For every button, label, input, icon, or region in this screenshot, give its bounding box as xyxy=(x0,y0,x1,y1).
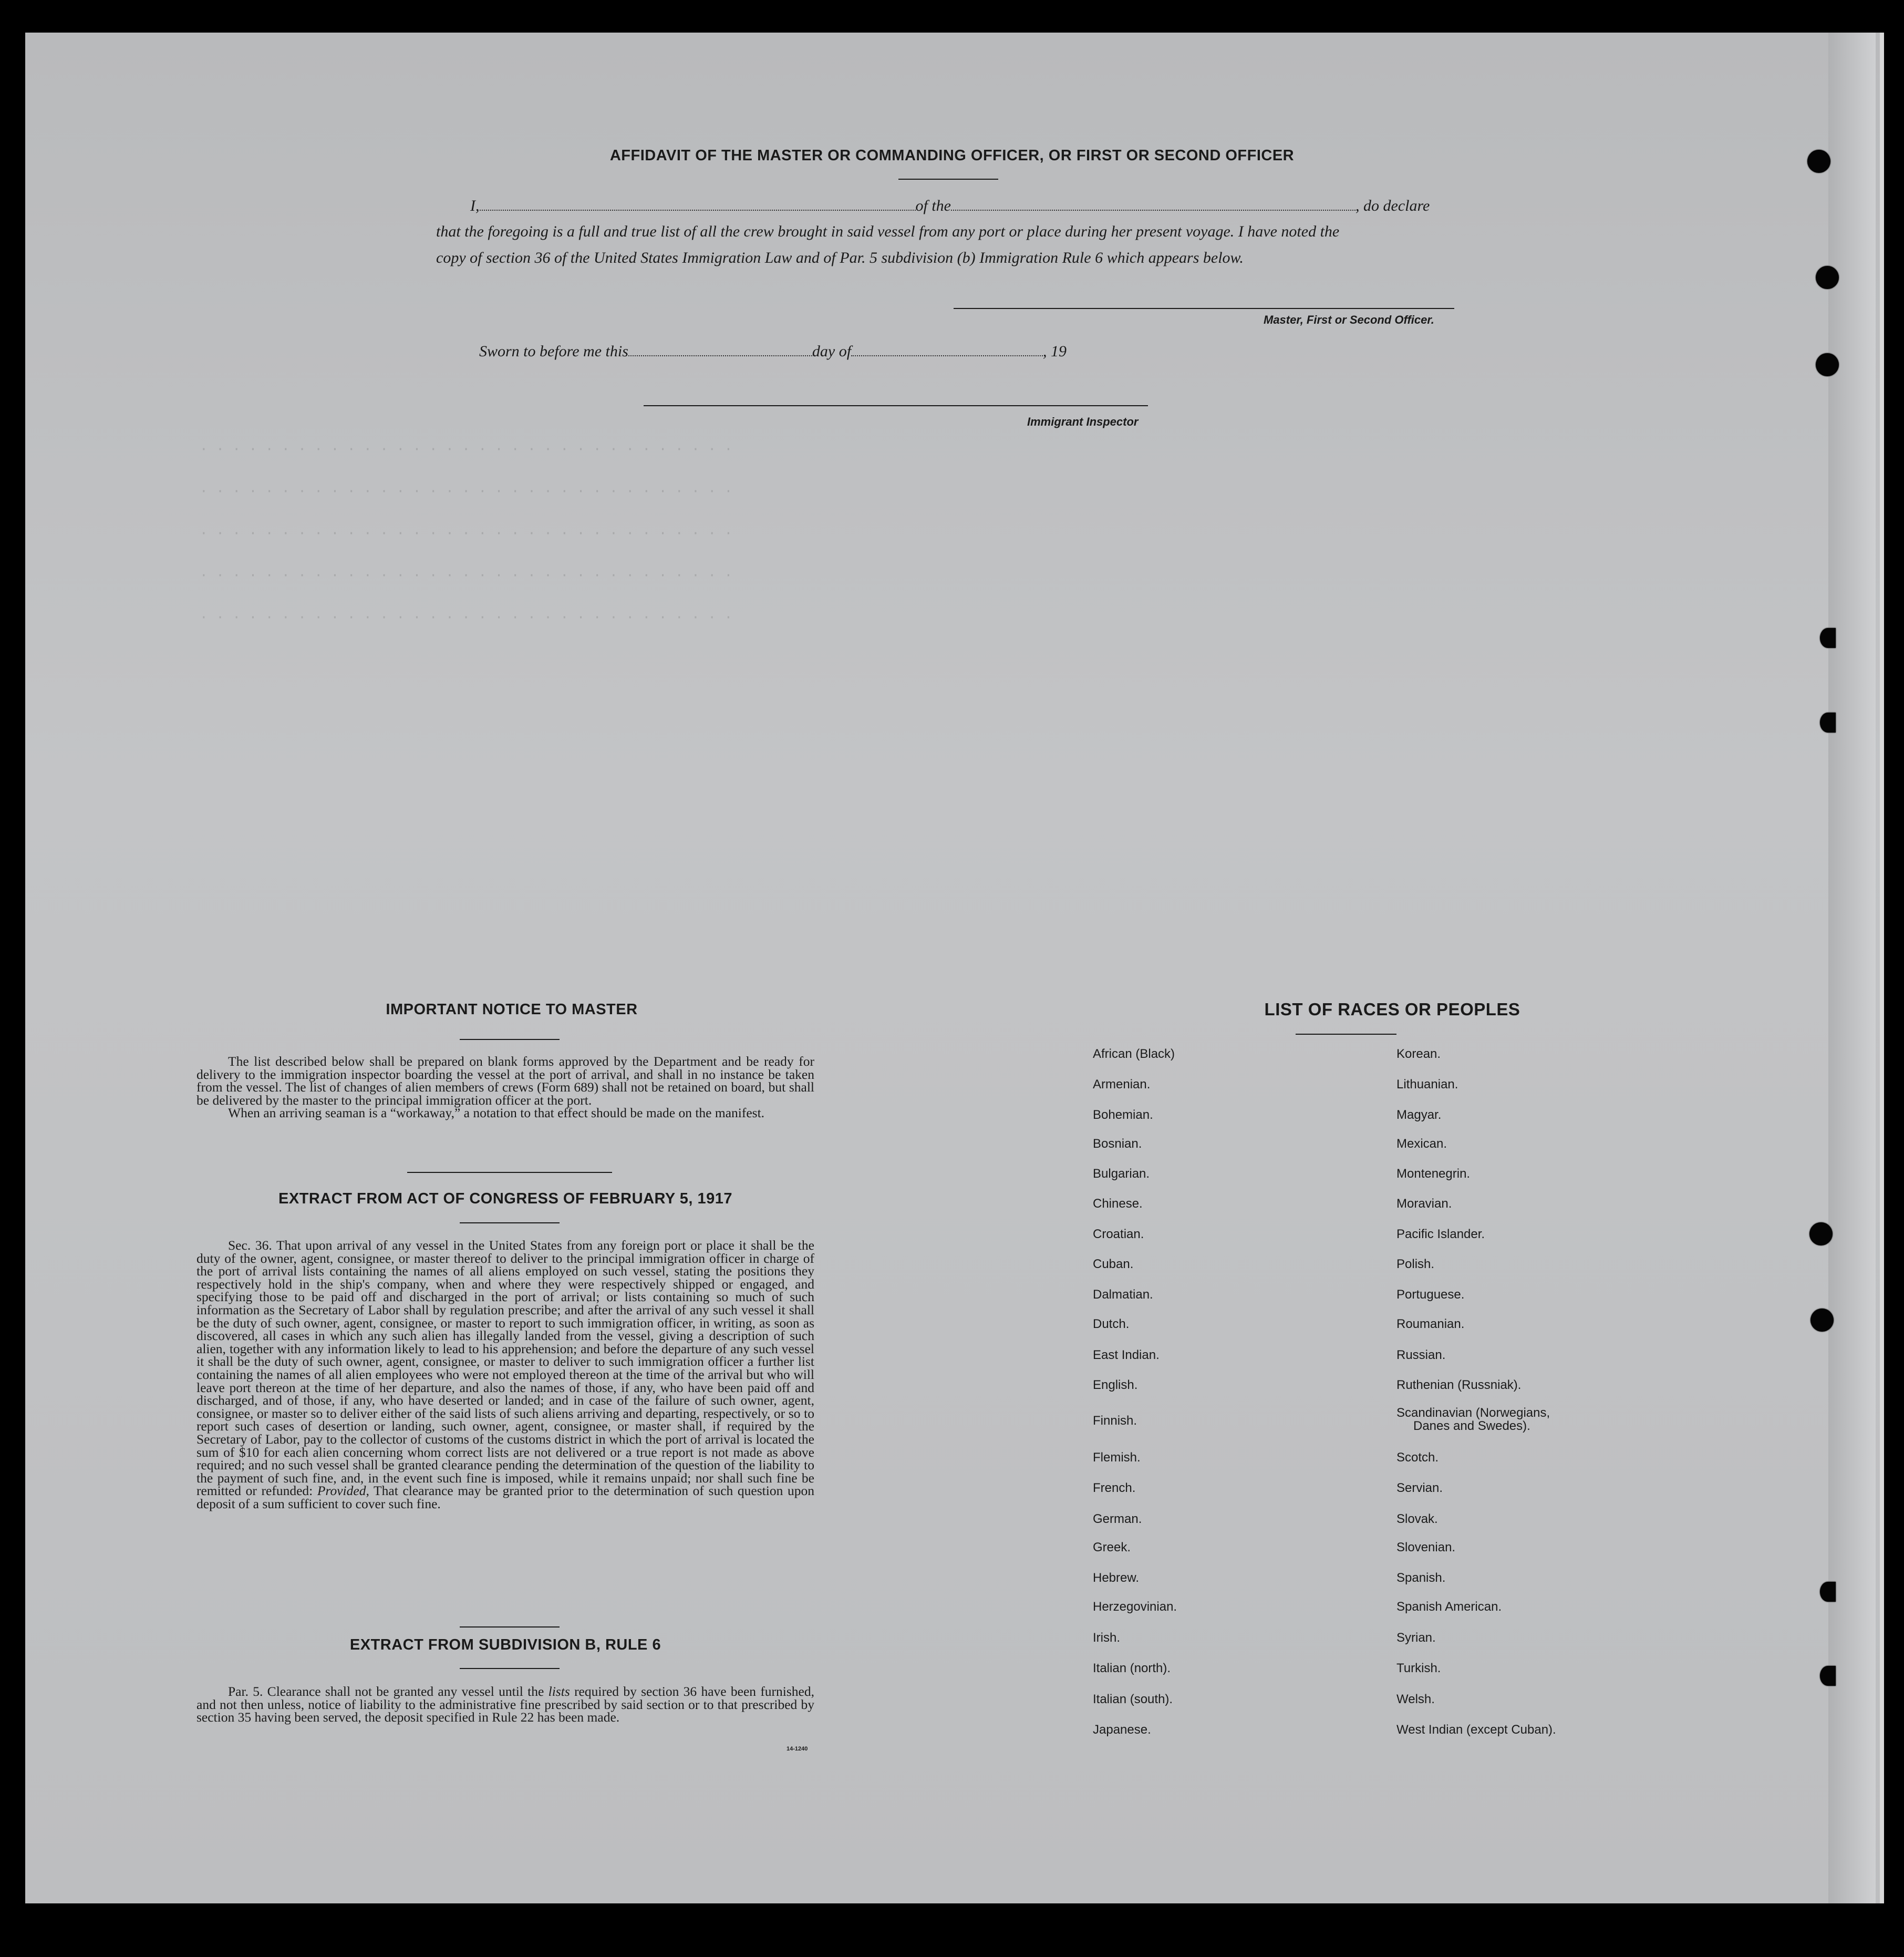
affidavit-line-1 xyxy=(470,197,1430,215)
act-extract-title: EXTRACT FROM ACT OF CONGRESS OF FEBRUARY 5, 1917 xyxy=(278,1190,733,1207)
race-item: English. xyxy=(1093,1378,1138,1392)
sworn-year: , 19 xyxy=(1043,343,1067,360)
race-item: West Indian (except Cuban). xyxy=(1396,1723,1556,1737)
race-item: Bohemian. xyxy=(1093,1108,1153,1122)
inspector-signature-line[interactable] xyxy=(644,405,1148,406)
bleed-through-mark: · · · · · · · · · · · · · · · · · · · · · · · · · · · · · · · · · xyxy=(200,526,733,541)
race-item: Slovak. xyxy=(1396,1512,1438,1526)
races-title: LIST OF RACES OR PEOPLES xyxy=(1264,1000,1520,1019)
sworn-day-of: day of xyxy=(812,343,852,360)
notice-title: IMPORTANT NOTICE TO MASTER xyxy=(386,1001,638,1018)
affidavit-i: I, xyxy=(470,197,480,214)
divider xyxy=(460,1626,560,1628)
race-item: Finnish. xyxy=(1093,1414,1137,1428)
master-signature-label: Master, First or Second Officer. xyxy=(1264,313,1434,326)
bleed-through-mark: · · · · · · · · · · · · · · · · · · · · · · · · · · · · · · · · · xyxy=(200,610,733,625)
race-item: Mexican. xyxy=(1396,1137,1447,1151)
race-item: Korean. xyxy=(1396,1047,1441,1061)
race-item: Ruthenian (Russniak). xyxy=(1396,1378,1522,1392)
race-item: Bulgarian. xyxy=(1093,1167,1150,1181)
race-item: African (Black) xyxy=(1093,1047,1175,1061)
divider xyxy=(460,1668,560,1669)
race-item: Welsh. xyxy=(1396,1692,1435,1706)
race-item: Italian (south). xyxy=(1093,1692,1173,1706)
par-5-text-after: required by section 36 have been furnished, and not then unless, notice of liability to the administrative fine prescribed by said section or to that prescribed by section 35 having been served, the deposit specified in Rule 22 has been made. xyxy=(196,1684,815,1725)
bleed-through-mark: · · · · · · · · · · · · · · · · · · · · · · · · · · · · · · · · · xyxy=(200,441,733,457)
race-item: Scandinavian (Norwegians, xyxy=(1396,1406,1550,1420)
affidavit-line-2: that the foregoing is a full and true list of all the crew brought in said vessel from any port or place during her present voyage. I have noted the xyxy=(436,223,1340,240)
race-item: Scotch. xyxy=(1396,1450,1439,1465)
binder-hole xyxy=(1820,1582,1836,1602)
race-item: Armenian. xyxy=(1093,1077,1151,1091)
divider xyxy=(407,1172,612,1173)
race-item: Flemish. xyxy=(1093,1450,1141,1465)
race-item: Spanish. xyxy=(1396,1571,1446,1585)
divider xyxy=(460,1039,560,1040)
race-item: Irish. xyxy=(1093,1631,1121,1645)
binder-hole xyxy=(1820,713,1836,733)
section-text: That upon arrival of any vessel in the United States from any foreign port or place it shall be the duty of the owner, agent, consignee, or master thereof to deliver to the principal immigration officer in charge of the port of arrival lists containing the names of all aliens employed on such vessel, stating the positions they respectively hold in the ship's company, when and where they were respectively shipped or engaged, and specifying those to be paid off and discharged in the port of arrival; or lists containing so much of such information as the Secretary of Labor shall by regulation prescribe; and after the arrival of any such vessel it shall be the duty of such owner, agent, consignee, or master to report to such immigration officer, in writing, as soon as discovered, all cases in which any such alien has illegally landed from the vessel, giving a description of such alien, together with any information likely to lead to his apprehension; and before the departure of any such vessel it shall be the duty of such owner, agent, consignee, or master to deliver to such immigration officer a further list containing the names of all alien employees who were not employed thereon at the time of the arrival but who will leave port thereon at the time of her departure, and also the names of those, if any, who have been paid off and discharged, and of those, if any, who have deserted or landed; and in case of the failure of such owner, agent, consignee, or master so to deliver either of the said lists of such aliens arriving and departing, respectively, or so to report such cases of desertion or landing, such owner, agent, consignee, or master shall, if required by the Secretary of Labor, pay to the collector of customs of the customs district in which the port of arrival is located the sum of $10 for each alien concerning whom correct lists are not delivered or a true report is not made as above required; and no such vessel shall be granted clearance pending the determination of the question of the liability to the payment of such fine, and, in the event such fine is imposed, while it remains unpaid; nor shall such fine be remitted or refunded: xyxy=(196,1238,814,1499)
act-extract-body xyxy=(196,1239,814,1510)
rule-extract-title: EXTRACT FROM SUBDIVISION B, RULE 6 xyxy=(349,1636,661,1653)
race-item: Servian. xyxy=(1396,1481,1443,1495)
divider xyxy=(898,179,998,180)
form-number: 14-1240 xyxy=(787,1746,808,1752)
race-item: Magyar. xyxy=(1396,1108,1442,1122)
race-item: Cuban. xyxy=(1093,1257,1134,1271)
race-item: Spanish American. xyxy=(1396,1600,1502,1614)
binder-hole xyxy=(1820,1666,1836,1686)
race-item-continuation: Danes and Swedes). xyxy=(1413,1419,1530,1433)
race-item: Italian (north). xyxy=(1093,1661,1171,1675)
binder-hole xyxy=(1810,1309,1834,1332)
race-item: Turkish. xyxy=(1396,1661,1441,1675)
race-item: Japanese. xyxy=(1093,1723,1151,1737)
race-item: Croatian. xyxy=(1093,1227,1144,1241)
notice-paragraph-1: The list described below shall be prepared on blank forms approved by the Department and be ready for delivery to the immigration inspector boarding the vessel at the port of arrival, and shall in no instance be taken from the vessel. The list of changes of alien members of crews (Form 689) shall not be retained on board, but shall be delivered by the master to the principal immigration officer at the port. xyxy=(196,1054,814,1108)
lists-word: lists xyxy=(548,1684,570,1699)
divider xyxy=(1296,1034,1396,1035)
section-label: Sec. 36. xyxy=(228,1238,272,1253)
vessel-blank[interactable] xyxy=(951,210,1355,211)
notice-paragraph-2: When an arriving seaman is a “workaway,” a notation to that effect should be made on the manifest. xyxy=(228,1105,765,1121)
race-item: Hebrew. xyxy=(1093,1571,1140,1585)
bleed-through-mark: · · · · · · · · · · · · · · · · · · · · · · · · · · · · · · · · · xyxy=(200,483,733,499)
binder-hole xyxy=(1816,266,1839,289)
divider xyxy=(460,1222,560,1223)
affidavit-declare: , do declare xyxy=(1355,197,1430,214)
race-item: Herzegovinian. xyxy=(1093,1600,1177,1614)
race-item: Polish. xyxy=(1396,1257,1435,1271)
sheet-edge xyxy=(1828,33,1876,1903)
race-item: Chinese. xyxy=(1093,1197,1143,1211)
race-item: East Indian. xyxy=(1093,1348,1160,1362)
sworn-line xyxy=(479,343,1067,360)
race-item: Portuguese. xyxy=(1396,1288,1465,1302)
affidavit-of-the: of the xyxy=(915,197,951,214)
race-item: German. xyxy=(1093,1512,1142,1526)
race-item: Roumanian. xyxy=(1396,1317,1465,1331)
race-item: Dalmatian. xyxy=(1093,1288,1153,1302)
binder-hole xyxy=(1820,628,1836,648)
race-item: Lithuanian. xyxy=(1396,1077,1458,1091)
race-item: Russian. xyxy=(1396,1348,1446,1362)
affidavit-title: AFFIDAVIT OF THE MASTER OR COMMANDING OFFICER, OR FIRST OR SECOND OFFICER xyxy=(609,147,1295,164)
race-item: French. xyxy=(1093,1481,1136,1495)
race-item: Bosnian. xyxy=(1093,1137,1142,1151)
race-item: Pacific Islander. xyxy=(1396,1227,1485,1241)
race-item: Greek. xyxy=(1093,1540,1131,1554)
par-5-text xyxy=(196,1685,814,1724)
proviso-word: Provided, xyxy=(317,1483,369,1499)
month-blank[interactable] xyxy=(851,355,1043,356)
binder-hole xyxy=(1816,353,1839,376)
signature-line[interactable] xyxy=(954,308,1454,309)
race-item: Dutch. xyxy=(1093,1317,1130,1331)
notice-body xyxy=(196,1055,814,1120)
inspector-label: Immigrant Inspector xyxy=(1027,415,1139,428)
bleed-through-mark: · · · · · · · · · · · · · · · · · · · · · · · · · · · · · · · · · xyxy=(200,568,733,583)
affidavit-line-3: copy of section 36 of the United States Immigration Law and of Par. 5 subdivision (b) Immigration Rule 6 which appears below. xyxy=(436,249,1244,266)
section-36-text xyxy=(196,1239,814,1510)
race-item: Moravian. xyxy=(1396,1197,1452,1211)
sworn-prefix: Sworn to before me this xyxy=(479,343,628,360)
rule-extract-body xyxy=(196,1685,814,1724)
proviso-text: That clearance may be granted prior to the determination of such question upon deposit of a sum sufficient to cover such fine. xyxy=(196,1483,815,1511)
day-blank[interactable] xyxy=(628,355,812,356)
form-sheet xyxy=(25,33,1884,1903)
race-item: Syrian. xyxy=(1396,1631,1436,1645)
race-item: Montenegrin. xyxy=(1396,1167,1471,1181)
binder-hole xyxy=(1809,1222,1833,1245)
par-5-text-before: Par. 5. Clearance shall not be granted any vessel until the xyxy=(228,1684,544,1699)
name-blank[interactable] xyxy=(480,210,916,211)
race-item: Slovenian. xyxy=(1396,1540,1456,1554)
